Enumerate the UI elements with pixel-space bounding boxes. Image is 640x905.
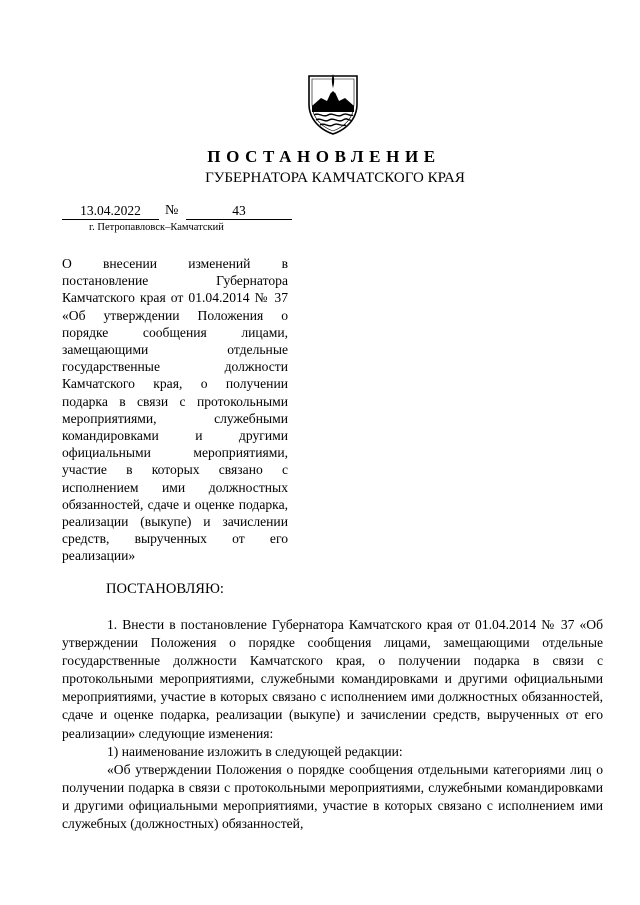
issuer-title: ГУБЕРНАТОРА КАМЧАТСКОГО КРАЯ [205, 170, 465, 186]
issue-place: г. Петропавловск–Камчатский [89, 222, 224, 233]
body-paragraph: 1. Внести в постановление Губернатора Камчатского края от 01.04.2014 № 37 «Об утверждении Положения о порядке сообщения лицами, замещающими отдельные государственные должности Камчатского края, о получении подарка в связи с протокольными мероприятиями, служебными командировками и другими официальными мероприятиями, участие в которых связано с исполнением ими должностных обязанностей, сдаче и оценке подарка, реализации (выкупе) и зачислении средств, вырученных от его реализации» следующие изменения: [62, 617, 603, 741]
decree-word: ПОСТАНОВЛЯЮ: [106, 581, 224, 597]
body-paragraph: 1) наименование изложить в следующей редакции: [107, 743, 403, 759]
document-date: 13.04.2022 [62, 203, 159, 220]
body-paragraph: «Об утверждении Положения о порядке сообщения отдельными категориями лиц о получении подарка в связи с протокольными мероприятиями, служебными командировками и другими официальными мероприятиями, участие в которых связано с исполнением ими служебных (должностных) обязанностей, [62, 761, 603, 832]
document-type-title: ПОСТАНОВЛЕНИЕ [207, 147, 441, 166]
coat-of-arms-icon [299, 70, 367, 138]
document-number: 43 [186, 203, 292, 220]
document-body [62, 616, 603, 833]
document-subject: О внесении изменений в постановление Губернатора Камчатского края от 01.04.2014 № 37 «Об утверждении Положения о порядке сообщения лицами, замещающими отдельные государственные должности Камчатского края, о получении подарка в связи с протокольными мероприятиями, служебными командировками и другими официальными мероприятиями, участие в которых связано с исполнением ими должностных обязанностей, сдаче и оценке подарка, реализации (выкупе) и зачислении средств, вырученных от его реализации» [62, 256, 288, 564]
number-sign: № [165, 203, 179, 218]
